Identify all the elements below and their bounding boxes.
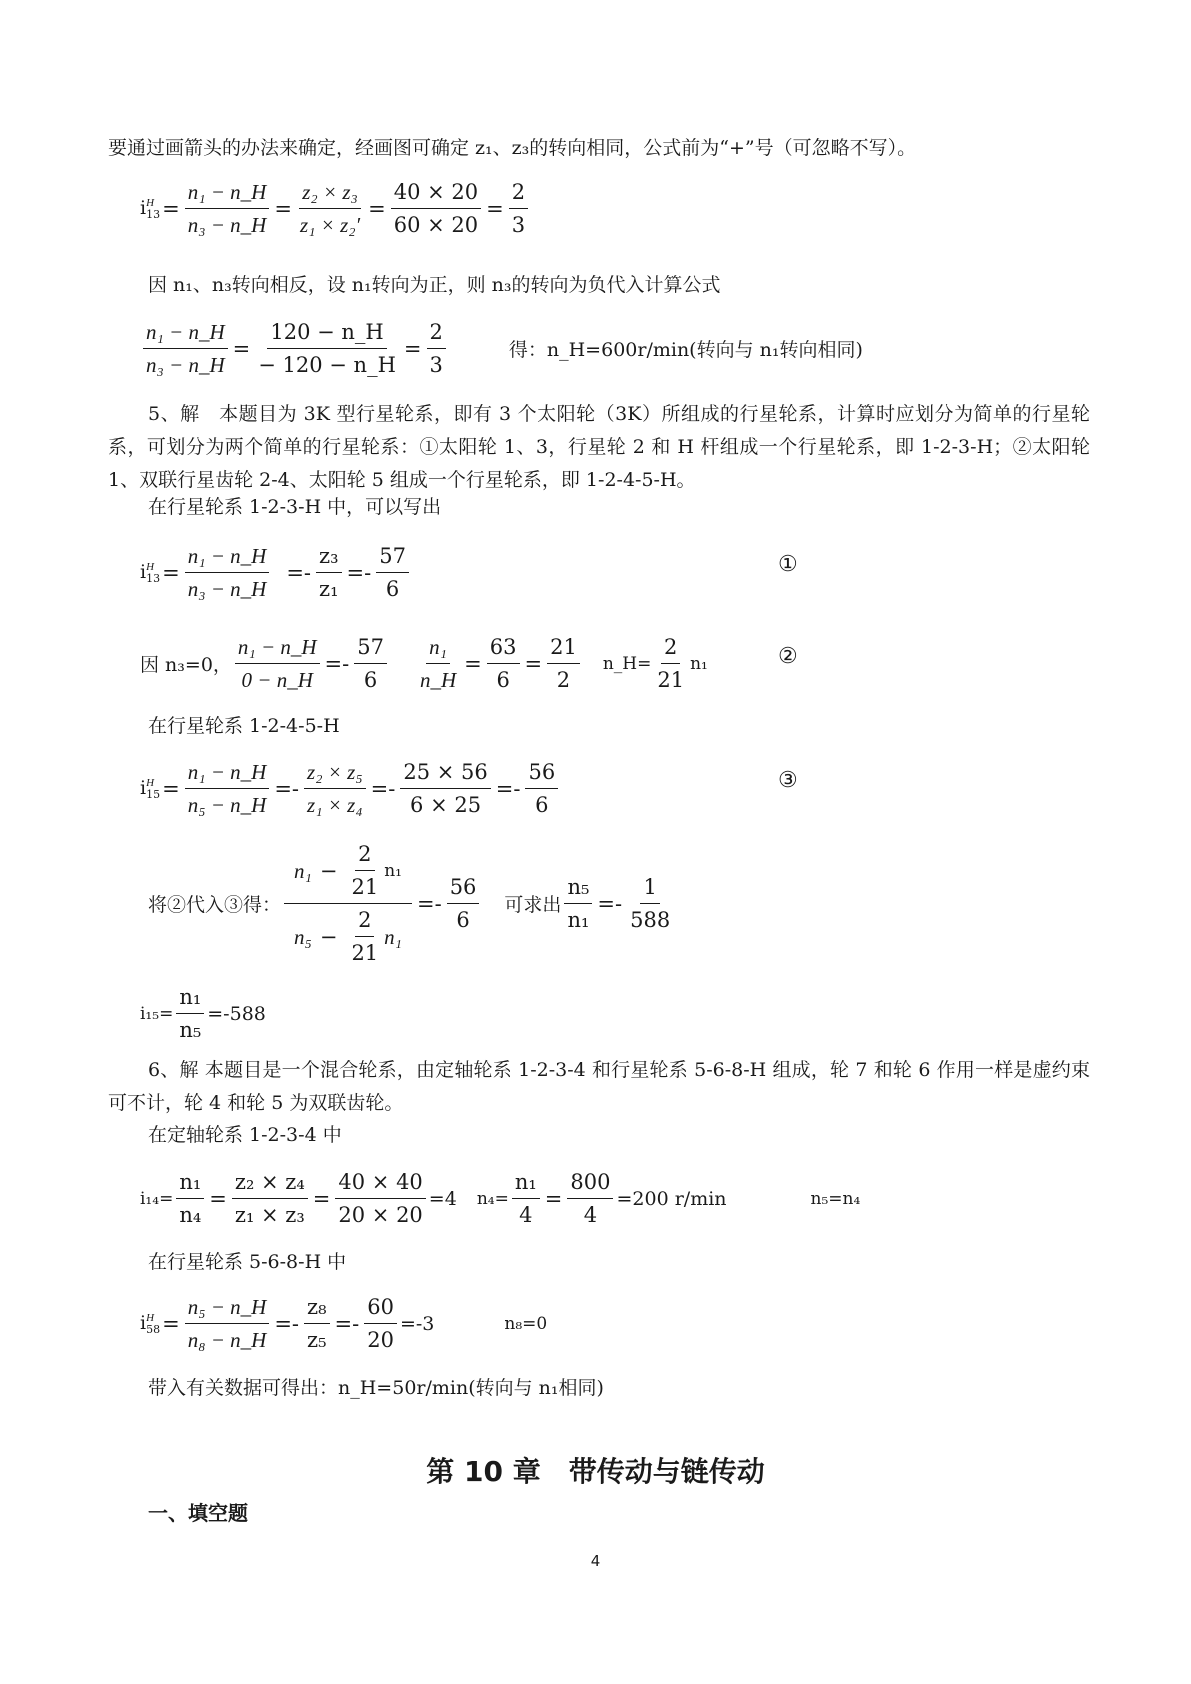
equation-substitution: 将②代入③得： n₁ − $\frac{2}{21}$ n₁ n₅ − $\frac{2}{21}$ n₁ =- $\frac{56}{6}$ 可求出 $\frac{\text{n₅}}{\text{n₁}}$ =- $\frac{1}{588}$ bbox=[148, 840, 676, 967]
equation-nh-solve: $\frac{\text{n₁ − n\_H}}{\text{n₃ − n\_H}}$ = $\frac{120 - n\_H}{- 120 - n\_H}$ = $\frac{2}{3}$ 得：n_H=600r/min(转向与 n₁转向相同) bbox=[140, 318, 863, 379]
equation-1: i H 13 = $\frac{\text{n₁ − n\_H}}{\text{n₃ − n\_H}}$ =- $\frac{\text{z₃}}{\text{z₁}}$ =- $\frac{57}{6}$ bbox=[140, 542, 412, 603]
fraction: $\frac{40 \times 40}{20 \times 20}$ bbox=[335, 1168, 425, 1229]
fraction: $\frac{\text{z₂ × z₅}}{\text{z₁ × z₄}}$ bbox=[304, 758, 366, 819]
equation-marker-3: ③ bbox=[778, 768, 798, 793]
fraction: $\frac{\text{n₁}}{n\_H}$ bbox=[419, 635, 457, 692]
chapter-title: 第 10 章 带传动与链传动 bbox=[426, 1455, 765, 1488]
equation-i14: i₁₄= $\frac{\text{n₁}}{\text{n₄}}$ = $\frac{\text{z₂ × z₄}}{\text{z₁ × z₃}}$ = $\frac{40 \times 40}{20 \times 20}$ =4 n₄= $\frac{\text{n₁}}{4}$ = $\frac{800}{4}$ =200 r/min n₅=n₄ bbox=[140, 1170, 861, 1227]
equation-marker-1: ① bbox=[778, 552, 798, 577]
section-heading: 一、填空题 bbox=[148, 1501, 248, 1525]
fraction: $\frac{57}{6}$ bbox=[376, 542, 409, 603]
fraction: $\frac{\text{n₁}}{4}$ bbox=[512, 1168, 540, 1229]
fraction: $\frac{2}{21}$ bbox=[657, 635, 685, 692]
text-system-1-2-3-h: 在行星轮系 1-2-3-H 中，可以写出 bbox=[148, 496, 442, 518]
fraction: $\frac{1}{588}$ bbox=[630, 875, 671, 932]
fraction: $\frac{2}{3}$ bbox=[509, 178, 528, 239]
text-fixed-axis-system: 在定轴轮系 1-2-3-4 中 bbox=[148, 1124, 342, 1146]
fraction: $\frac{120 - n\_H}{- 120 - n\_H}$ bbox=[258, 320, 396, 377]
fraction: $\frac{25 \times 56}{6 \times 25}$ bbox=[400, 758, 490, 819]
fraction: $\frac{2}{21}$ bbox=[351, 842, 379, 899]
paragraph-problem-6: 6、解 本题目是一个混合轮系，由定轴轮系 1-2-3-4 和行星轮系 5-6-8-H 组成，轮 7 和轮 6 作用一样是虚约束可不计，轮 4 和轮 5 为双联齿轮。 bbox=[108, 1059, 1090, 1114]
fraction: $\frac{\text{z₂ × z₃}}{\text{z₁ × z₂′}}$ bbox=[299, 180, 361, 237]
fraction: $\frac{\text{n₅ − n\_H}}{\text{n₈ − n\_H}}$ bbox=[185, 1293, 270, 1354]
fraction: $\frac{2}{3}$ bbox=[427, 318, 446, 379]
eq-lhs: i H 13 bbox=[140, 197, 161, 221]
fraction: $\frac{800}{4}$ bbox=[567, 1168, 613, 1229]
fraction: $\frac{\text{z₈}}{\text{z₅}}$ bbox=[304, 1293, 329, 1354]
equation-marker-2: ② bbox=[778, 644, 798, 669]
fraction: $\frac{\text{n₁}}{\text{n₅}}$ bbox=[176, 983, 204, 1044]
text-system-1-2-4-5-h: 在行星轮系 1-2-4-5-H bbox=[148, 715, 340, 737]
fraction: $\frac{60}{20}$ bbox=[364, 1293, 397, 1354]
fraction: $\frac{\text{n₁ − n\_H}}{\text{n₃ − n\_H}}$ bbox=[143, 318, 228, 379]
fraction: $\frac{\text{z₂ × z₄}}{\text{z₁ × z₃}}$ bbox=[232, 1168, 308, 1229]
equation-2: 因 n₃=0， $\frac{\text{n₁ − n\_H}}{0 - n\_H}$ =- $\frac{57}{6}$ $\frac{\text{n₁}}{n\_H}$ = $\frac{63}{6}$ = $\frac{21}{2}$ n_H= $\frac{2}{21}$ n₁ bbox=[140, 635, 708, 692]
fraction-compound: n₁ − $\frac{2}{21}$ n₁ n₅ − $\frac{2}{21}$ n₁ bbox=[284, 840, 412, 967]
fraction: $\frac{\text{n₅}}{\text{n₁}}$ bbox=[564, 873, 592, 934]
page-number: 4 bbox=[590, 1552, 601, 1570]
fraction: $\frac{\text{n₁}}{\text{n₄}}$ bbox=[176, 1168, 204, 1229]
fraction: $\frac{56}{6}$ bbox=[525, 758, 558, 819]
paragraph-problem-5: 5、解 本题目为 3K 型行星轮系，即有 3 个太阳轮（3K）所组成的行星轮系，计算时应划分为简单的行星轮系，可划分为两个简单的行星轮系：①太阳轮 1、3，行星轮 2 和 H 杆组成一个行星轮系，即 1-2-3-H；②太阳轮 1、双联行星齿轮 2-4、太阳轮 5 组成一个行星轮系，即 1-2-4-5-H。 bbox=[108, 403, 1090, 491]
eq2-result: 得：n_H=600r/min(转向与 n₁转向相同) bbox=[508, 339, 863, 361]
equation-i58: i H 58 = $\frac{\text{n₅ − n\_H}}{\text{n₈ − n\_H}}$ =- $\frac{\text{z₈}}{\text{z₅}}$ =- $\frac{60}{20}$ =-3 n₈=0 bbox=[140, 1295, 548, 1352]
fraction: $\frac{\text{z₃}}{\text{z₁}}$ bbox=[316, 542, 341, 603]
fraction: $\frac{\text{n₁ − n\_H}}{\text{n₅ − n\_H}}$ bbox=[185, 758, 270, 819]
intro-line: 要通过画箭头的办法来确定，经画图可确定 z₁、z₃的转向相同，公式前为“+”号（可忽略不写）。 bbox=[108, 137, 917, 159]
fraction: $\frac{63}{6}$ bbox=[487, 633, 520, 694]
fraction: $\frac{40 \times 20}{60 \times 20}$ bbox=[391, 178, 481, 239]
fraction: $\frac{\text{n₁ − n\_H}}{\text{n₃ − n\_H}}$ bbox=[185, 178, 270, 239]
fraction: $\frac{\text{n₁ − n\_H}}{\text{n₃ − n\_H}}$ bbox=[185, 542, 270, 603]
fraction: $\frac{21}{2}$ bbox=[547, 633, 580, 694]
equation-3: i H 15 = $\frac{\text{n₁ − n\_H}}{\text{n₅ − n\_H}}$ =- $\frac{\text{z₂ × z₅}}{\text{z₁ × z₄}}$ =- $\frac{25 \times 56}{6 \times 25}$ =- $\frac{56}{6}$ bbox=[140, 758, 561, 819]
equation-i15: i₁₅= $\frac{\text{n₁}}{\text{n₅}}$ =-588 bbox=[140, 985, 266, 1042]
text-system-5-6-8-h: 在行星轮系 5-6-8-H 中 bbox=[148, 1251, 347, 1273]
fraction: $\frac{2}{21}$ bbox=[351, 908, 379, 965]
text-final-result: 带入有关数据可得出：n_H=50r/min(转向与 n₁相同) bbox=[148, 1377, 604, 1399]
fraction: $\frac{56}{6}$ bbox=[447, 873, 480, 934]
equation-i13-gear-ratio: i H 13 = $\frac{\text{n₁ − n\_H}}{\text{n₃ − n\_H}}$ = $\frac{\text{z₂ × z₃}}{\text{z₁ × z₂′}}$ = $\frac{40 \times 20}{60 \times 20}$ = $\frac{2}{3}$ bbox=[140, 178, 531, 239]
fraction: $\frac{\text{n₁ − n\_H}}{0 - n\_H}$ bbox=[235, 633, 320, 694]
fraction: $\frac{57}{6}$ bbox=[354, 633, 387, 694]
text-direction-note: 因 n₁、n₃转向相反，设 n₁转向为正，则 n₃的转向为负代入计算公式 bbox=[148, 274, 721, 296]
